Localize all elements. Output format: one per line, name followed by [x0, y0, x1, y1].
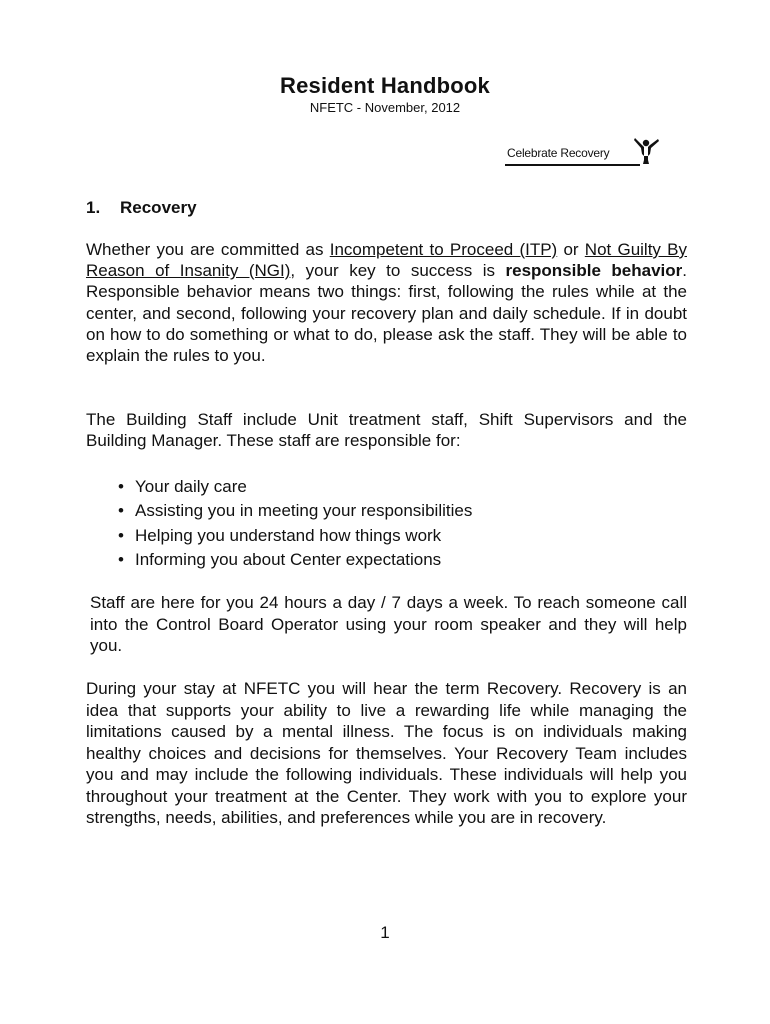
- page-number: 1: [380, 923, 390, 942]
- responsibilities-list: [118, 475, 472, 573]
- celebrate-recovery-logo: [505, 136, 660, 170]
- list-item: • Your daily care: [118, 475, 472, 499]
- list-item: • Helping you understand how things work: [118, 524, 472, 548]
- bullet-icon: •: [118, 477, 124, 496]
- logo-underline: [505, 164, 640, 166]
- p1-text: or: [557, 240, 585, 259]
- bullet-icon: •: [118, 525, 124, 545]
- p1-text: , your key to success is: [290, 261, 506, 281]
- raised-arms-figure-icon: [633, 136, 661, 166]
- bullet-icon: •: [118, 501, 124, 521]
- responsible-behavior-term: responsible behavior: [505, 261, 683, 281]
- logo-text: Celebrate Recovery: [507, 146, 610, 160]
- ngi-term: Not Guilty By Reason of Insanity (NGI): [86, 240, 687, 281]
- paragraph-staff-availability: Staff are here for you 24 hours a day / 7 days a week. To reach someone call into the Control Board Operator using your room speaker and they will help you.: [90, 593, 687, 655]
- section-heading: [86, 198, 197, 218]
- p1-text: Whether you are committed as: [86, 240, 330, 259]
- document-subtitle: NFETC - November, 2012: [309, 100, 461, 115]
- paragraph-recovery-team: During your stay at NFETC you will hear the term Recovery. Recovery is an idea that supports your ability to live a rewarding life while managing the limitations caused by a mental illness. The focus is on individuals making healthy choices and decisions for themselves. Your Recovery Team includes you and may include the following individuals. These individuals will help you throughout your treatment at the Center. They work with you to explore your strengths, needs, abilities, and preferences while you are in recovery.: [86, 679, 687, 827]
- section-number: 1.: [86, 198, 101, 217]
- document-title: Resident Handbook: [280, 73, 490, 98]
- list-item: • Assisting you in meeting your responsibilities: [118, 499, 472, 523]
- p1-text: . Responsible behavior means two things: first, following the rules while at the center, and second, following your recovery plan and daily schedule. If in doubt on how to do something or what to do, please ask the staff. They will be able to explain the rules to you.: [86, 261, 688, 366]
- paragraph-building-staff: The Building Staff include Unit treatment staff, Shift Supervisors and the Building Manager. These staff are responsible for:: [86, 410, 687, 451]
- list-item: • Informing you about Center expectations: [118, 548, 472, 572]
- itp-term: Incompetent to Proceed (ITP): [329, 240, 558, 259]
- bullet-icon: •: [118, 550, 124, 570]
- section-title: Recovery: [120, 198, 197, 217]
- paragraph-responsible-behavior: [86, 239, 687, 366]
